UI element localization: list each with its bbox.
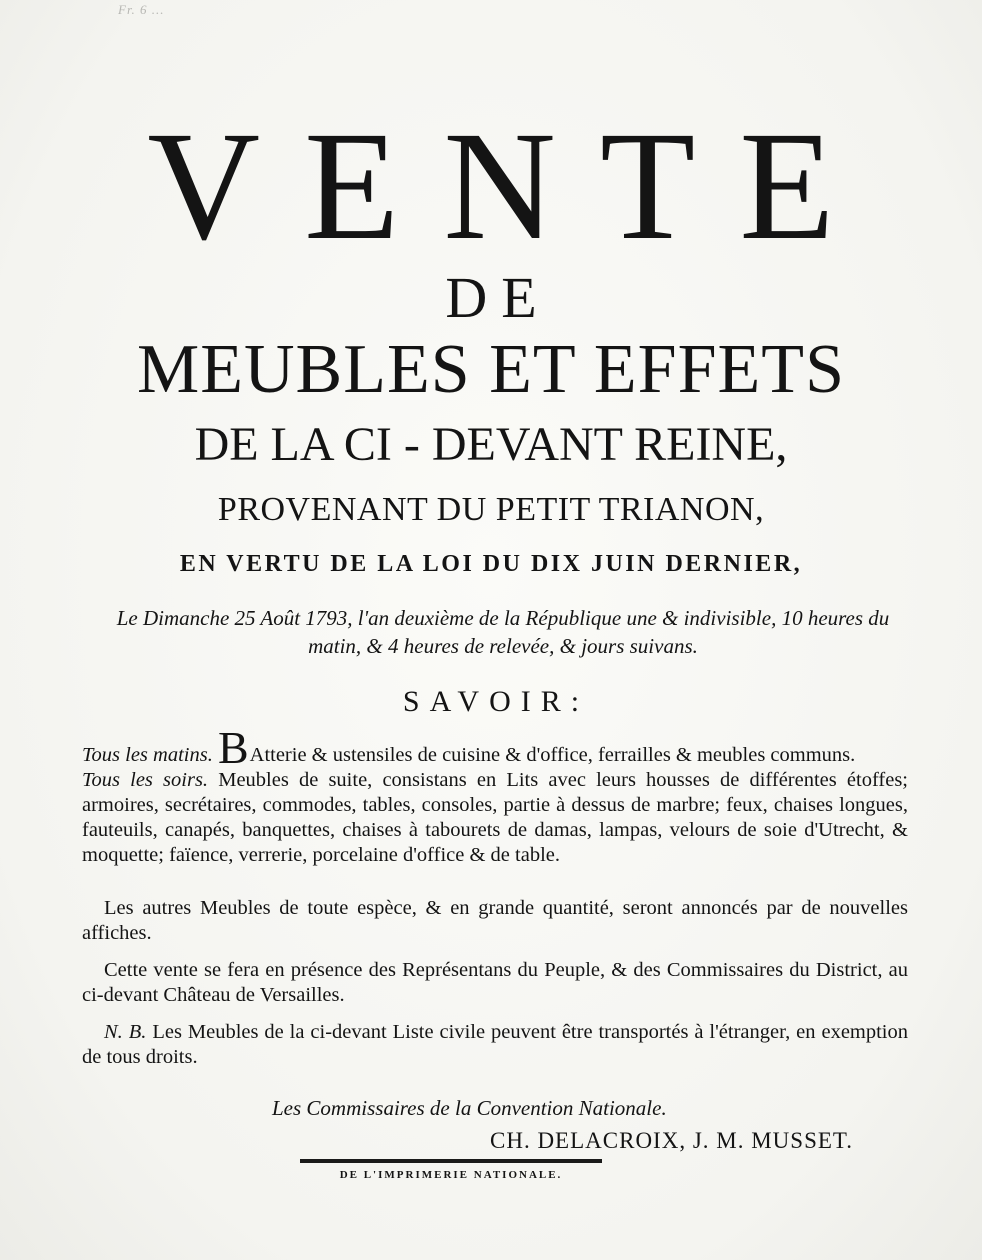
nb-label: N. B. <box>104 1021 147 1043</box>
archive-pencil-mark: Fr. 6 ... <box>118 2 165 17</box>
title-connector: DE <box>445 265 551 330</box>
mornings-label: Tous les matins. <box>82 744 213 766</box>
savoir-heading: SAVOIR: <box>402 685 590 718</box>
subtitle-loi: EN VERTU DE LA LOI DU DIX JUIN DERNIER, <box>179 551 803 577</box>
poster-title: VENTE <box>147 99 879 272</box>
printer-rule <box>300 1159 602 1163</box>
subtitle-meubles-effets: MEUBLES ET EFFETS <box>136 331 845 408</box>
paragraph-other-furniture: Les autres Meubles de toute espèce, & en grande quantité, seront annoncés par de nouvelles affiches. <box>82 897 908 944</box>
dropcap-letter: B <box>217 722 249 773</box>
signatures-line: CH. DELACROIX, J. M. MUSSET. <box>490 1128 854 1153</box>
printer-imprint: DE L'IMPRIMERIE NATIONALE. <box>339 1169 563 1181</box>
nb-text: Les Meubles de la ci-devant Liste civile peuvent être transportés à l'étranger, en exemption de tous droits. <box>82 1021 909 1068</box>
paragraph-nota-bene <box>82 1020 908 1070</box>
evenings-entry <box>82 768 908 868</box>
evenings-text: Meubles de suite, consistans en Lits avec leurs housses de différentes étoffes; armoires, secrétaires, commodes, tables, consoles, partie à dessus de marbre; feux, chaises longues, fauteuils, canapés, banquettes, chaises à tabourets de damas, lampas, velours de soie d'Utrecht, & moquette; faïence, verrerie, porcelaine d'office & de table. <box>82 769 908 866</box>
paragraph-presence: Cette vente se fera en présence des Représentans du Peuple, & des Commissaires du District, au ci-devant Château de Versailles. <box>82 959 908 1006</box>
evenings-label: Tous les soirs. <box>82 769 209 791</box>
mornings-text: Atterie & ustensiles de cuisine & d'office, ferrailles & meubles communs. <box>249 744 856 766</box>
commissaires-line: Les Commissaires de la Convention Nationale. <box>272 1096 667 1120</box>
subtitle-ci-devant-reine: DE LA CI - DEVANT REINE, <box>194 418 788 471</box>
mornings-entry <box>82 722 908 773</box>
items-list <box>82 722 908 868</box>
subtitle-petit-trianon: PROVENANT DU PETIT TRIANON, <box>217 491 765 528</box>
sale-date-line: Le Dimanche 25 Août 1793, l'an deuxième de la République une & indivisible, 10 heures du matin, & 4 heures de relevée, & jours suivans. <box>116 606 890 658</box>
